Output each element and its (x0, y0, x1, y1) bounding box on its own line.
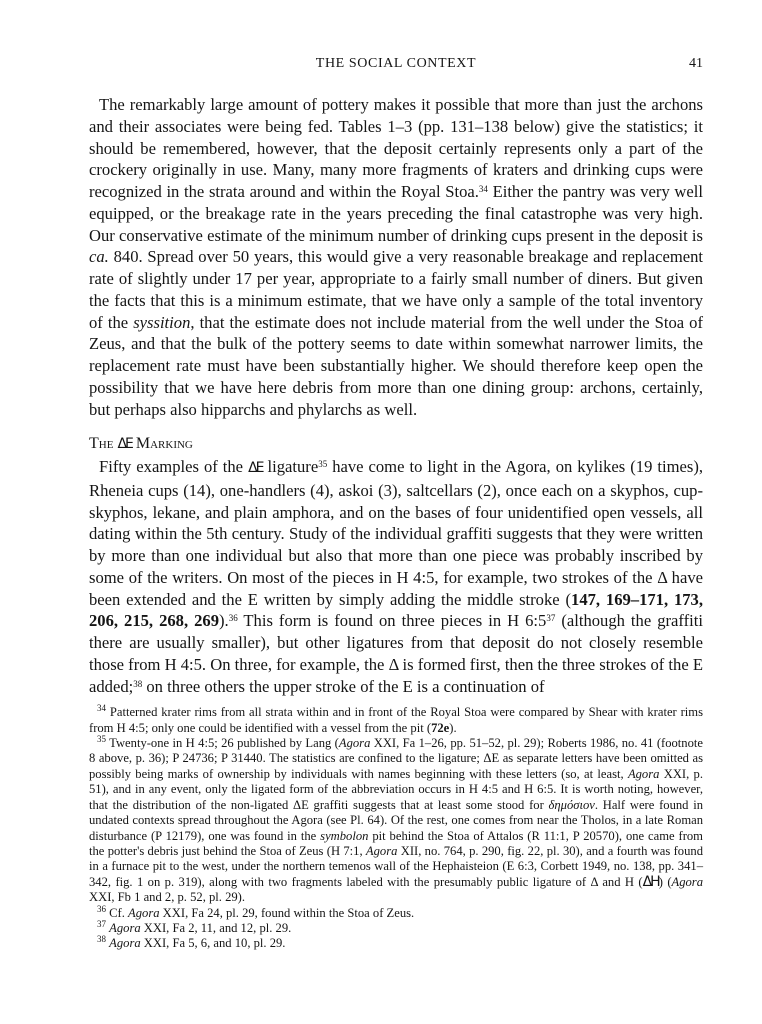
footnote-38 (89, 936, 703, 951)
italic-run: Agora (128, 905, 160, 920)
text-run: ligature (262, 457, 319, 476)
text-run: XXI, Fa 1–26, pp. 51–52, pl. 29); Roberts 1986, no. 41 (footnote 8 above, p. 36); P 24736; P 31440. The statistics are confined to the ligature; ΔE as separate letters have been omitted as possibly being marks of ownership by individuals with names beginning with these letters (so, at least, (89, 736, 703, 781)
text-run: Fifty examples of the (99, 457, 249, 476)
italic-run: Agora (109, 936, 141, 951)
body-text (89, 94, 703, 697)
section-heading (89, 433, 703, 456)
text-run: ) ( (658, 874, 672, 889)
footnote-36 (89, 903, 703, 921)
footnote-number: 36 (97, 903, 106, 914)
footnote-number: 37 (97, 918, 106, 929)
bold-catalogue-refs: 147, 169–171, 173, 206, 215, 268, 269 (89, 589, 703, 631)
footnote-ref-34: 34 (478, 184, 488, 194)
ligature-glyph: ΔH (642, 873, 659, 890)
text-run: XXI, Fb 1 and 2, p. 52, pl. 29). (89, 890, 246, 905)
ligature-glyph: ΔE (117, 436, 132, 453)
running-head (89, 56, 703, 80)
text-run: Twenty-one in H 4:5; 26 published by Lang ( (106, 736, 339, 751)
footnote-ref-35: 35 (318, 459, 328, 469)
text-run: (although the graffiti there are usually smaller), but other ligatures from that deposit do not closely resemble those from H 4:5. On three, for example, the Δ is formed first, then the three strokes of the E added; (89, 611, 703, 696)
text-run: 840. Spread over 50 years, this would give a very reasonable breakage and replacement rate of slightly under 17 per year, appropriate to a fairly small number of diners. But given the facts that this is a minimum estimate, that we have only a sample of the total inventory of the (89, 247, 703, 332)
running-title: THE SOCIAL CONTEXT (315, 56, 477, 71)
heading-marking: Marking (135, 435, 193, 453)
italic-run: ca. (89, 247, 109, 267)
footnote-ref-37: 37 (546, 613, 556, 624)
footnote-number: 35 (97, 734, 106, 745)
ligature-glyph: ΔE (248, 460, 263, 476)
bold-run: 72e (431, 720, 450, 735)
text-run: XXI, Fa 5, 6, and 10, pl. 29. (140, 936, 286, 951)
italic-run: Agora (109, 920, 141, 935)
italic-run: syssition (133, 312, 191, 332)
italic-run: Agora (338, 736, 371, 751)
footnote-number: 34 (97, 703, 106, 714)
paragraph-marking (89, 456, 703, 697)
footnote-ref-36: 36 (228, 613, 238, 624)
paragraph-pottery (89, 94, 703, 420)
footnote-number: 38 (97, 934, 106, 945)
text-run: Cf. (106, 905, 129, 920)
text-run: . Half were found in undated contexts spread throughout the Agora (see Pl. 64). Of the rest, one comes from near the Tholos, in a late Roman disturbance (P 12179), one was found in the (89, 797, 703, 843)
text-run: ). (219, 611, 229, 631)
text-run: The remarkably large amount of pottery makes it possible that more than just the archons and their associates were being fed. Tables 1–3 (pp. 131–138 below) give the statistics; it should be remembered, however, that the deposit certainly represents only a part of the crockery originally in use. Many, many more fragments of kraters and drinking cups were recognized in the strata around and within the Royal Stoa. (89, 95, 703, 201)
text-run: ). (449, 720, 457, 735)
italic-run: Agora (365, 843, 398, 858)
footnote-35 (89, 736, 703, 905)
text-run: This form is found on three pieces in H 6:5 (237, 611, 547, 631)
footnote-37 (89, 918, 703, 936)
text-run: XII, no. 764, p. 290, fig. 22, pl. 30), and a fourth was found in a furnace pit to the west, under the northern temenos wall of the Hephaisteion (E 6:3, Corbett 1949, no. 138, pp. 341–342, fig. 1 on p. 319), along with two fragments labeled with the presumably public ligature of Δ and H ( (89, 843, 703, 889)
text-run: XXI, p. 51), and in any event, only the ligated form of the abbreviation occurs in H 4:5 and H 6:5. It is worth noting, however, that the distribution of the non-ligated ΔE graffiti suggests that at least some stood for (89, 766, 704, 812)
text-run: , that the estimate does not include material from the well under the Stoa of Zeus, and that the bulk of the pottery seems to date within somewhat narrower limits, the replacement rate must have been substantially higher. We should therefore keep open the possibility that we have here debris from more than one dining group: archons, certainly, but perhaps also hipparchs and phylarchs as well. (89, 312, 703, 419)
page-number: 41 (689, 56, 703, 71)
text-run: XXI, Fa 24, pl. 29, found within the Stoa of Zeus. (159, 905, 415, 920)
page (89, 56, 703, 952)
text-run: Patterned krater rims from all strata within and in front of the Royal Stoa were compared by Shear with krater rims from H 4:5; only one could be identified with a vessel from the pit ( (89, 705, 703, 735)
italic-run: symbolon (320, 828, 369, 843)
heading-the: The (89, 435, 114, 453)
text-run: XXI, Fa 2, 11, and 12, pl. 29. (140, 920, 292, 935)
footnote-34 (89, 705, 703, 736)
greek-word: δημόσιον (548, 797, 595, 812)
text-run: on three others the upper stroke of the E is a continuation of (142, 676, 545, 696)
text-run: pit behind the Stoa of Attalos (R 11:1, P 20570), one came from the potter's debris just behind the Stoa of Zeus (H 7:1, (89, 828, 703, 858)
footnote-ref-38: 38 (133, 678, 143, 689)
text-run: Either the pantry was very well equipped, or the breakage rate in the years preceding the final catastrophe was very high. Our conservative estimate of the minimum number of drinking cups present in the deposit is (89, 182, 703, 245)
footnotes (89, 705, 703, 952)
italic-run: Agora (627, 766, 660, 781)
text-run: have come to light in the Agora, on kylikes (19 times), Rheneia cups (14), one-handlers (4), askoi (3), saltcellars (2), once each on a skyphos, cup-skyphos, lekane, and plain amphora, and on the bases of four unidentified open vessels, all dating within the 5th century. Study of the individual graffiti suggests that they were written by more than one individual but also that more than one piece was probably inscribed by some of the writers. On most of the pieces in H 4:5, for example, two strokes of the Δ have been extended and the E written by simply adding the middle stroke ( (89, 457, 703, 609)
italic-run: Agora (671, 874, 703, 889)
